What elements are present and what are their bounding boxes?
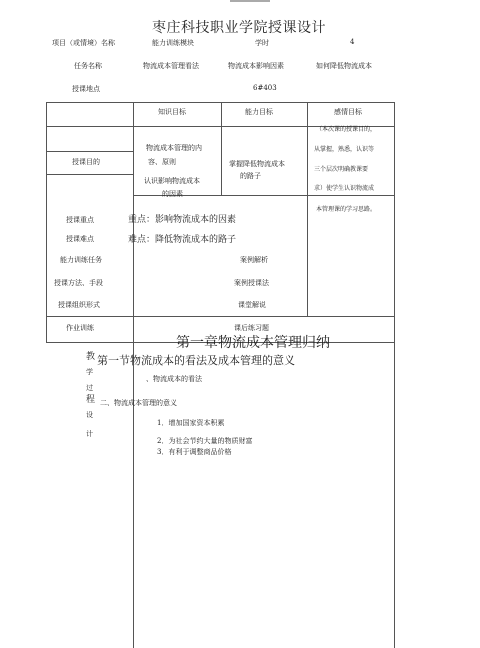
table-top-border [46, 102, 394, 103]
design-label: 学 [86, 368, 93, 376]
key-point-value: 重点：影响物流成本的因素 [128, 215, 237, 225]
ability-goal-text: 的路子 [240, 172, 261, 180]
table-column-line [133, 102, 134, 648]
table-divider [46, 174, 133, 175]
table-left-border [46, 102, 47, 342]
page-top-mark [230, 0, 270, 2]
knowledge-goal-text: 物流成本管理的内 [146, 144, 202, 152]
outline-point: 1．增加国家资本积累 [157, 419, 225, 427]
table-column-line [221, 102, 222, 195]
knowledge-goal-text: 的因素 [162, 190, 183, 198]
difficulty-label: 授课难点 [66, 235, 94, 243]
emotion-goal-header: 感情目标 [334, 108, 362, 116]
teaching-purpose-label: 授课目的 [72, 158, 100, 166]
organization-form-value: 课堂解说 [238, 301, 266, 309]
table-divider [46, 151, 133, 152]
knowledge-goal-text: 认识影响物流成本 [144, 177, 200, 185]
module-label: 能力训练模块 [152, 39, 194, 47]
homework-label: 作业训练 [66, 324, 94, 332]
page-title: 枣庄科技职业学院授课设计 [152, 20, 326, 36]
training-task-label: 能力训练任务 [60, 256, 102, 264]
table-right-border [394, 102, 395, 648]
training-task-value: 案例解析 [240, 256, 268, 264]
section-heading: 第一节物流成本的看法及成本管理的意义 [97, 354, 295, 367]
organization-form-label: 授课组织形式 [58, 301, 100, 309]
emotion-goal-text: 求）使学生认识物流成 [314, 185, 375, 192]
design-label: 设 [86, 411, 93, 419]
method-value: 案例授课法 [234, 279, 269, 287]
task-name-2: 物流成本影响因素 [228, 62, 284, 70]
design-label: 教 [86, 352, 96, 362]
table-column-line [307, 102, 308, 316]
outline-point: 3．有利于调整商品价格 [157, 448, 232, 456]
hours-label: 学时 [255, 39, 269, 47]
ability-goal-text: 掌握降低物流成本 [229, 160, 285, 168]
task-name-label: 任务名称 [74, 62, 102, 70]
chapter-heading: 第一章物流成本管理归纳 [176, 335, 330, 351]
outline-item: 、物流成本的看法 [146, 375, 202, 383]
ability-goal-header: 能力目标 [245, 108, 273, 116]
task-name-3: 如何降低物流成本 [316, 62, 372, 70]
homework-value: 课后练习题 [234, 324, 269, 332]
location-value: 6#403 [253, 84, 277, 92]
knowledge-goal-text: 容、原则 [148, 158, 176, 166]
outline-point: 2．为社会节约大量的物质财富 [157, 437, 253, 445]
project-label: 项目（或情境）名称 [52, 39, 115, 47]
design-label: 程 [86, 395, 96, 405]
table-divider [46, 316, 394, 317]
hours-value: 4 [350, 38, 355, 46]
design-label: 过 [86, 384, 93, 392]
emotion-goal-text: 本管理课的学习思路。 [316, 206, 377, 213]
knowledge-goal-header: 知识目标 [158, 108, 186, 116]
key-point-label: 授课重点 [66, 216, 94, 224]
difficulty-value: 难点：降低物流成本的路子 [128, 235, 237, 245]
task-name-1: 物流成本管理看法 [143, 62, 199, 70]
emotion-goal-text: 三个层次明确教课要 [314, 166, 369, 173]
location-label: 授课地点 [72, 85, 100, 93]
emotion-goal-text: 从掌握，熟悉，认识等 [314, 146, 375, 153]
method-label: 授课方法、手段 [54, 279, 103, 287]
design-label: 计 [86, 430, 93, 438]
emotion-goal-text: （本次课的授课目的， [316, 126, 377, 133]
outline-item: 二、物流成本管理的意义 [100, 399, 177, 407]
